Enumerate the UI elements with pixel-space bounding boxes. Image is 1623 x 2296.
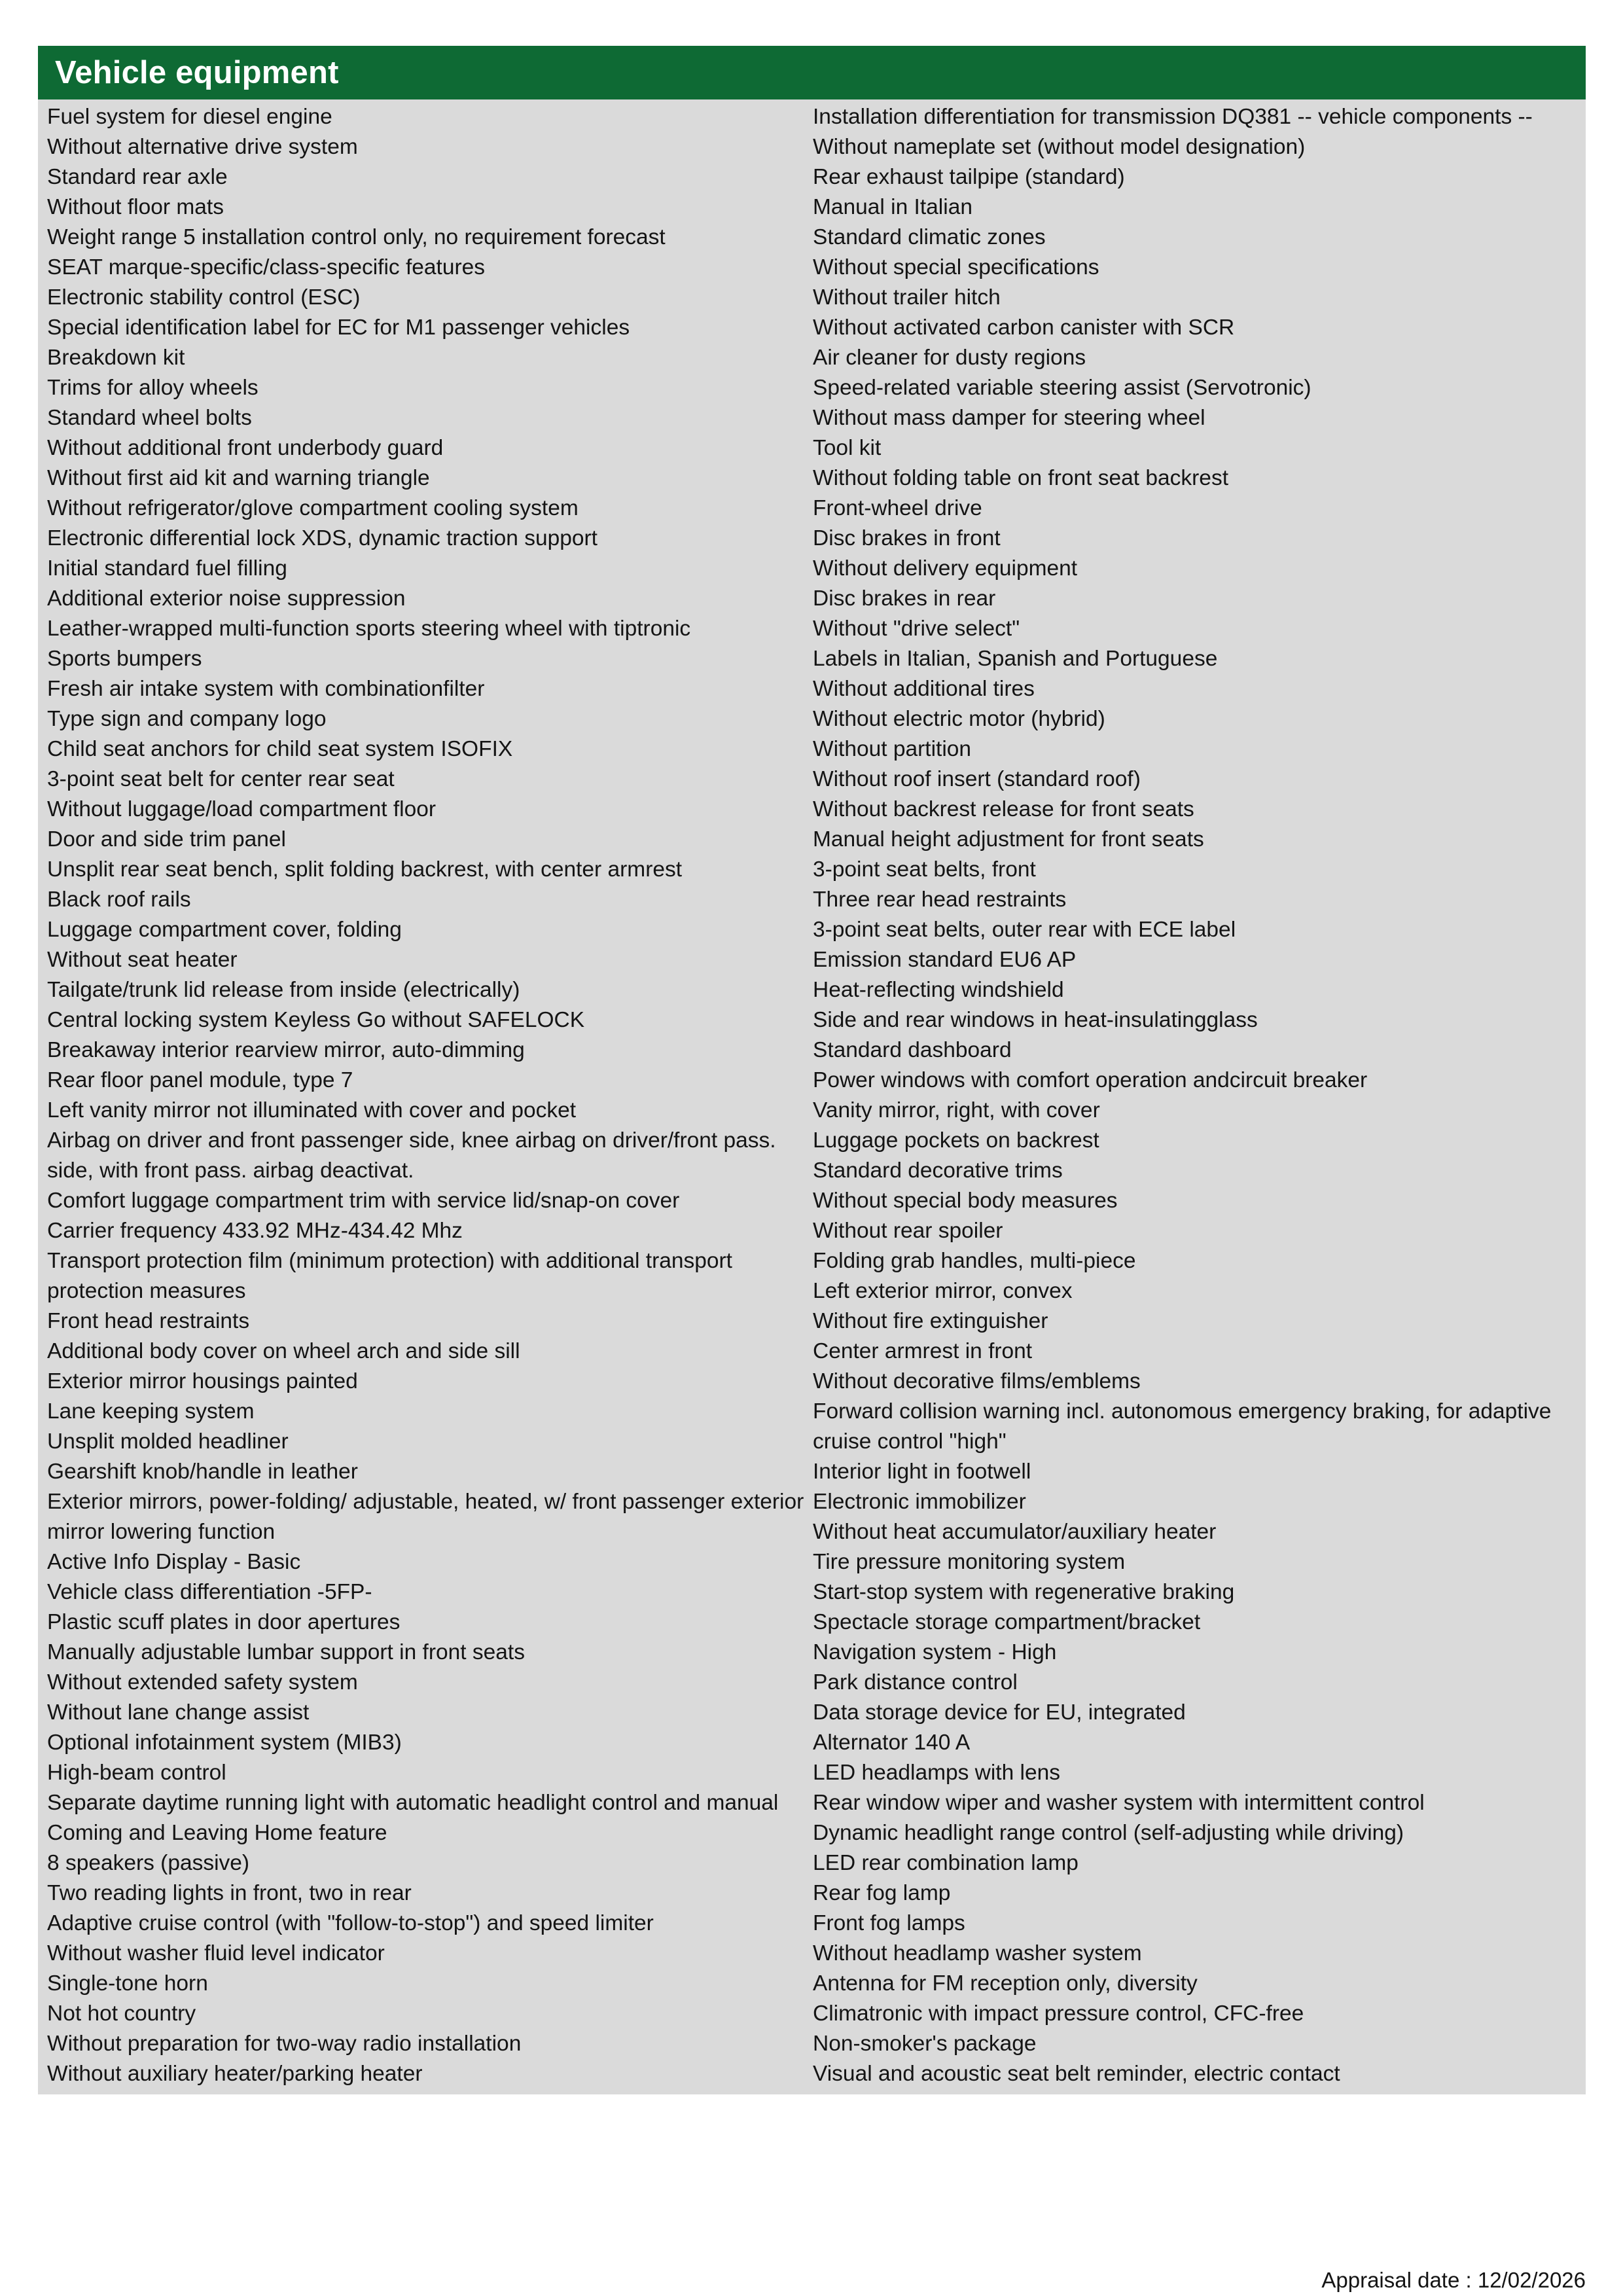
equipment-item: Additional body cover on wheel arch and side sill (47, 1339, 520, 1363)
equipment-item: Rear window wiper and washer system with intermittent control (813, 1791, 1425, 1815)
equipment-item: Type sign and company logo (47, 707, 327, 731)
equipment-item: Installation differentiation for transmission DQ381 -- vehicle components -- (813, 105, 1533, 129)
equipment-item: Vehicle class differentiation -5FP- (47, 1580, 372, 1604)
equipment-item: Alternator 140 A (813, 1731, 971, 1755)
equipment-item: Disc brakes in rear (813, 586, 996, 611)
equipment-item: Heat-reflecting windshield (813, 978, 1064, 1002)
equipment-item: Trims for alloy wheels (47, 376, 259, 400)
equipment-item: Without nameplate set (without model designation) (813, 135, 1306, 159)
equipment-item: Front fog lamps (813, 1911, 965, 1935)
equipment-item: Tool kit (813, 436, 882, 460)
equipment-item: Coming and Leaving Home feature (47, 1821, 387, 1845)
equipment-item: Standard dashboard (813, 1038, 1012, 1062)
equipment-item: Manual in Italian (813, 195, 972, 219)
equipment-item: Without decorative films/emblems (813, 1369, 1141, 1393)
equipment-item: SEAT marque-specific/class-specific features (47, 255, 486, 279)
equipment-item: Without fire extinguisher (813, 1309, 1048, 1333)
equipment-item: Breakaway interior rearview mirror, auto-dimming (47, 1038, 525, 1062)
equipment-item: Without "drive select" (813, 617, 1020, 641)
equipment-item: Dynamic headlight range control (self-adjusting while driving) (813, 1821, 1404, 1845)
equipment-item: Sports bumpers (47, 647, 202, 671)
vehicle-equipment-section (38, 46, 1586, 2094)
equipment-item: Without activated carbon canister with SCR (813, 315, 1235, 340)
equipment-item: Exterior mirror housings painted (47, 1369, 358, 1393)
equipment-item: Without partition (813, 737, 972, 761)
equipment-item: Tailgate/trunk lid release from inside (electrically) (47, 978, 520, 1002)
equipment-item: Fresh air intake system with combinationfilter (47, 677, 485, 701)
equipment-item: Optional infotainment system (MIB3) (47, 1731, 402, 1755)
equipment-item: Without trailer hitch (813, 285, 1001, 310)
equipment-item: Luggage compartment cover, folding (47, 918, 402, 942)
equipment-item: Folding grab handles, multi-piece (813, 1249, 1136, 1273)
equipment-item: LED rear combination lamp (813, 1851, 1079, 1875)
equipment-item: Side and rear windows in heat-insulatingglass (813, 1008, 1258, 1032)
equipment-item: 3-point seat belts, front (813, 857, 1036, 882)
equipment-item: Without special body measures (813, 1189, 1118, 1213)
equipment-item: Weight range 5 installation control only, no requirement forecast (47, 225, 666, 249)
equipment-item: Center armrest in front (813, 1339, 1033, 1363)
equipment-item: Transport protection film (minimum protection) with additional transport protection measures (47, 1249, 732, 1303)
equipment-item: Climatronic with impact pressure control, CFC-free (813, 2001, 1304, 2026)
equipment-item: Navigation system - High (813, 1640, 1057, 1664)
equipment-item: Without roof insert (standard roof) (813, 767, 1141, 791)
equipment-item: Front-wheel drive (813, 496, 982, 520)
equipment-item: Without seat heater (47, 948, 238, 972)
equipment-item: Without backrest release for front seats (813, 797, 1194, 821)
equipment-item: Without electric motor (hybrid) (813, 707, 1105, 731)
equipment-item: Power windows with comfort operation andcircuit breaker (813, 1068, 1368, 1092)
equipment-item: Emission standard EU6 AP (813, 948, 1077, 972)
equipment-item: Single-tone horn (47, 1971, 208, 1996)
equipment-item: Without preparation for two-way radio installation (47, 2032, 522, 2056)
equipment-item: Without additional front underbody guard (47, 436, 444, 460)
equipment-item: Exterior mirrors, power-folding/ adjustable, heated, w/ front passenger exterior mirror lowering function (47, 1490, 804, 1544)
equipment-item: Without lane change assist (47, 1700, 310, 1725)
equipment-item: LED headlamps with lens (813, 1761, 1061, 1785)
equipment-item: Without luggage/load compartment floor (47, 797, 437, 821)
equipment-item: Breakdown kit (47, 346, 185, 370)
equipment-item: Rear exhaust tailpipe (standard) (813, 165, 1125, 189)
equipment-item: Without refrigerator/glove compartment cooling system (47, 496, 579, 520)
equipment-item: Rear floor panel module, type 7 (47, 1068, 353, 1092)
equipment-item: 8 speakers (passive) (47, 1851, 250, 1875)
equipment-item: Airbag on driver and front passenger side, knee airbag on driver/front pass. side, with front pass. airbag deactivat. (47, 1128, 776, 1183)
equipment-item: Standard decorative trims (813, 1158, 1063, 1183)
equipment-item: Left vanity mirror not illuminated with cover and pocket (47, 1098, 577, 1122)
equipment-item: Without special specifications (813, 255, 1099, 279)
equipment-item: Without auxiliary heater/parking heater (47, 2062, 423, 2086)
equipment-item: Without first aid kit and warning triangle (47, 466, 430, 490)
equipment-item: Unsplit rear seat bench, split folding backrest, with center armrest (47, 857, 683, 882)
equipment-item: Fuel system for diesel engine (47, 105, 332, 129)
equipment-item: Non-smoker's package (813, 2032, 1037, 2056)
equipment-item: Without headlamp washer system (813, 1941, 1142, 1965)
equipment-item: Child seat anchors for child seat system ISOFIX (47, 737, 513, 761)
equipment-item: Without mass damper for steering wheel (813, 406, 1205, 430)
equipment-item: Without additional tires (813, 677, 1035, 701)
equipment-item: Disc brakes in front (813, 526, 1001, 550)
equipment-item: Data storage device for EU, integrated (813, 1700, 1186, 1725)
equipment-item: Manually adjustable lumbar support in front seats (47, 1640, 525, 1664)
equipment-item: Electronic differential lock XDS, dynamic traction support (47, 526, 597, 550)
equipment-item: Without alternative drive system (47, 135, 358, 159)
equipment-item: Comfort luggage compartment trim with service lid/snap-on cover (47, 1189, 680, 1213)
equipment-item: Two reading lights in front, two in rear (47, 1881, 412, 1905)
section-title: Vehicle equipment (55, 55, 339, 90)
equipment-item: Door and side trim panel (47, 827, 286, 852)
equipment-item: Without rear spoiler (813, 1219, 1003, 1243)
equipment-item: Lane keeping system (47, 1399, 255, 1424)
equipment-item: 3-point seat belt for center rear seat (47, 767, 395, 791)
equipment-item: Black roof rails (47, 888, 191, 912)
equipment-item: Electronic stability control (ESC) (47, 285, 361, 310)
equipment-item: Standard wheel bolts (47, 406, 252, 430)
equipment-item: Spectacle storage compartment/bracket (813, 1610, 1201, 1634)
equipment-item: Labels in Italian, Spanish and Portuguese (813, 647, 1218, 671)
equipment-item: Antenna for FM reception only, diversity (813, 1971, 1198, 1996)
equipment-item: Without heat accumulator/auxiliary heater (813, 1520, 1217, 1544)
equipment-item: Without extended safety system (47, 1670, 358, 1695)
equipment-item: Special identification label for EC for M1 passenger vehicles (47, 315, 630, 340)
equipment-item: Luggage pockets on backrest (813, 1128, 1099, 1153)
equipment-item: Forward collision warning incl. autonomous emergency braking, for adaptive cruise control "high" (813, 1399, 1552, 1454)
equipment-item: Initial standard fuel filling (47, 556, 287, 581)
equipment-item: Park distance control (813, 1670, 1018, 1695)
equipment-item: High-beam control (47, 1761, 226, 1785)
equipment-item: Central locking system Keyless Go without SAFELOCK (47, 1008, 585, 1032)
equipment-item: Standard climatic zones (813, 225, 1046, 249)
equipment-item: Without floor mats (47, 195, 224, 219)
equipment-item: Rear fog lamp (813, 1881, 951, 1905)
equipment-item: Air cleaner for dusty regions (813, 346, 1086, 370)
equipment-item: Carrier frequency 433.92 MHz-434.42 Mhz (47, 1219, 463, 1243)
equipment-item: Unsplit molded headliner (47, 1429, 289, 1454)
equipment-item: Front head restraints (47, 1309, 250, 1333)
equipment-list (38, 99, 1586, 2094)
equipment-item: Electronic immobilizer (813, 1490, 1026, 1514)
equipment-item: 3-point seat belts, outer rear with ECE label (813, 918, 1236, 942)
equipment-item: Left exterior mirror, convex (813, 1279, 1073, 1303)
equipment-item: Visual and acoustic seat belt reminder, electric contact (813, 2062, 1340, 2086)
equipment-item: Without delivery equipment (813, 556, 1078, 581)
equipment-item: Separate daytime running light with automatic headlight control and manual (47, 1791, 779, 1815)
equipment-item: Additional exterior noise suppression (47, 586, 406, 611)
equipment-item: Manual height adjustment for front seats (813, 827, 1204, 852)
equipment-item: Adaptive cruise control (with "follow-to-stop") and speed limiter (47, 1911, 654, 1935)
equipment-item: Plastic scuff plates in door apertures (47, 1610, 401, 1634)
equipment-item: Not hot country (47, 2001, 196, 2026)
section-header (38, 46, 1586, 99)
equipment-item: Active Info Display - Basic (47, 1550, 301, 1574)
equipment-column-right (812, 102, 1586, 2089)
equipment-item: Vanity mirror, right, with cover (813, 1098, 1100, 1122)
equipment-item: Interior light in footwell (813, 1460, 1031, 1484)
equipment-item: Start-stop system with regenerative braking (813, 1580, 1235, 1604)
equipment-item: Three rear head restraints (813, 888, 1067, 912)
equipment-item: Without washer fluid level indicator (47, 1941, 385, 1965)
equipment-item: Speed-related variable steering assist (Servotronic) (813, 376, 1311, 400)
equipment-item: Standard rear axle (47, 165, 228, 189)
equipment-item: Gearshift knob/handle in leather (47, 1460, 358, 1484)
equipment-item: Leather-wrapped multi-function sports steering wheel with tiptronic (47, 617, 691, 641)
equipment-column-left (38, 102, 812, 2089)
equipment-item: Without folding table on front seat backrest (813, 466, 1228, 490)
appraisal-date: Appraisal date : 12/02/2026 (1321, 2268, 1586, 2292)
equipment-item: Tire pressure monitoring system (813, 1550, 1126, 1574)
